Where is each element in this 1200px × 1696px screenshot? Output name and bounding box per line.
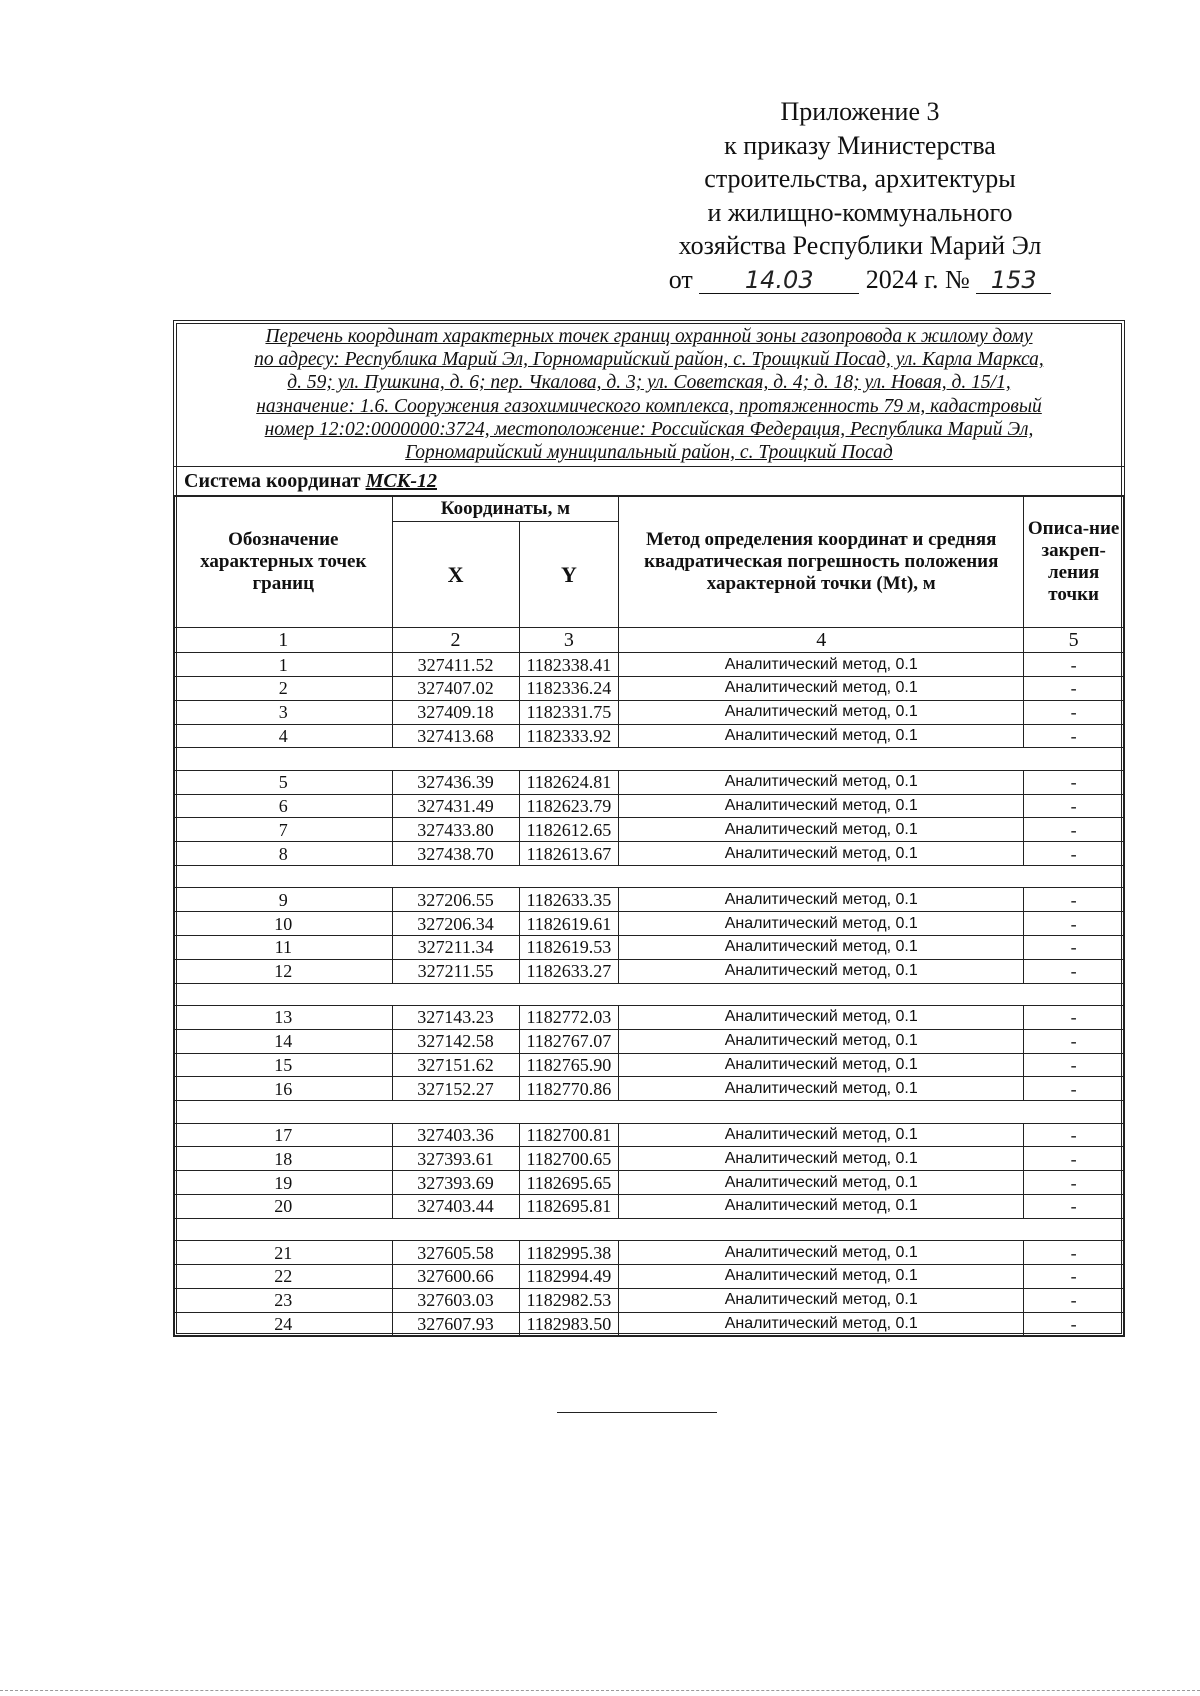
column-number: 4 [619,628,1024,653]
column-number: 1 [175,628,393,653]
coordinates-table [174,496,1124,1336]
coord-x: 327403.44 [392,1194,519,1218]
point-number: 13 [175,1005,393,1029]
empty-cell [175,1101,393,1123]
empty-cell [175,748,393,770]
point-number: 14 [175,1029,393,1053]
table-row [175,842,1124,866]
coord-x: 327143.23 [392,1005,519,1029]
coord-y: 1182613.67 [519,842,619,866]
point-number: 5 [175,770,393,794]
method-value: Аналитический метод, 0.1 [619,1029,1024,1053]
method-value: Аналитический метод, 0.1 [619,842,1024,866]
table-row [175,1005,1124,1029]
empty-cell [392,1101,519,1123]
coord-y: 1182982.53 [519,1288,619,1312]
group-separator-row [175,865,1124,887]
table-row [175,724,1124,748]
order-date-line [640,263,1080,297]
point-number: 3 [175,700,393,724]
method-value: Аналитический метод, 0.1 [619,794,1024,818]
method-value: Аналитический метод, 0.1 [619,1194,1024,1218]
method-value: Аналитический метод, 0.1 [619,677,1024,701]
empty-cell [392,865,519,887]
title-line: номер 12:02:0000000:3724, местоположение: Российская Федерация, Республика Марий Эл, [264,418,1034,440]
table-row [175,794,1124,818]
point-number: 16 [175,1077,393,1101]
point-number: 1 [175,653,393,677]
description-value: - [1024,842,1124,866]
point-number: 6 [175,794,393,818]
header-line: хозяйства Республики Марий Эл [678,231,1042,260]
table-row [175,677,1124,701]
coord-y: 1182333.92 [519,724,619,748]
end-divider-line [557,1412,717,1413]
coord-y: 1182338.41 [519,653,619,677]
point-number: 7 [175,818,393,842]
method-value: Аналитический метод, 0.1 [619,700,1024,724]
description-value: - [1024,1241,1124,1265]
description-value: - [1024,1171,1124,1195]
coordinates-body [175,653,1124,1336]
empty-cell [392,748,519,770]
coord-y: 1182700.81 [519,1123,619,1147]
description-value: - [1024,1005,1124,1029]
coord-y: 1182619.61 [519,912,619,936]
table-row [175,1171,1124,1195]
empty-cell [519,1101,619,1123]
handwritten-order-number: 153 [976,267,1051,294]
description-value: - [1024,959,1124,983]
coord-x: 327603.03 [392,1288,519,1312]
table-row [175,1077,1124,1101]
point-number: 18 [175,1147,393,1171]
method-value: Аналитический метод, 0.1 [619,888,1024,912]
coord-x: 327433.80 [392,818,519,842]
coord-x: 327211.55 [392,959,519,983]
method-value: Аналитический метод, 0.1 [619,770,1024,794]
method-value: Аналитический метод, 0.1 [619,1241,1024,1265]
method-value: Аналитический метод, 0.1 [619,1264,1024,1288]
table-row [175,959,1124,983]
description-value: - [1024,1288,1124,1312]
header-line: и жилищно-коммунального [707,197,1013,227]
point-number: 12 [175,959,393,983]
empty-cell [619,1218,1024,1240]
table-row [175,1123,1124,1147]
description-value: - [1024,1312,1124,1336]
coord-y: 1182770.86 [519,1077,619,1101]
coord-x: 327403.36 [392,1123,519,1147]
column-number-row [175,628,1124,653]
coord-x: 327409.18 [392,700,519,724]
table-title [174,321,1124,467]
point-number: 4 [175,724,393,748]
description-value: - [1024,935,1124,959]
point-number: 8 [175,842,393,866]
title-line: по адресу: Республика Марий Эл, Горномарийский район, с. Троицкий Посад, ул. Карла Маркса, [254,349,1044,371]
description-value: - [1024,700,1124,724]
table-row [175,935,1124,959]
column-number: 2 [392,628,519,653]
method-value: Аналитический метод, 0.1 [619,959,1024,983]
empty-cell [1024,865,1124,887]
coord-y: 1182331.75 [519,700,619,724]
method-value: Аналитический метод, 0.1 [619,1312,1024,1336]
empty-cell [392,1218,519,1240]
method-value: Аналитический метод, 0.1 [619,935,1024,959]
description-value: - [1024,1053,1124,1077]
description-value: - [1024,1264,1124,1288]
header-line: к приказу Министерства [724,130,996,160]
point-number: 21 [175,1241,393,1265]
coordinate-system-label: Система координат [184,470,361,493]
coord-x: 327211.34 [392,935,519,959]
method-value: Аналитический метод, 0.1 [619,724,1024,748]
empty-cell [1024,1101,1124,1123]
coord-x: 327431.49 [392,794,519,818]
method-value: Аналитический метод, 0.1 [619,1053,1024,1077]
method-value: Аналитический метод, 0.1 [619,1077,1024,1101]
coord-y: 1182994.49 [519,1264,619,1288]
description-value: - [1024,653,1124,677]
coord-x: 327142.58 [392,1029,519,1053]
coord-y: 1182623.79 [519,794,619,818]
point-number: 24 [175,1312,393,1336]
point-number: 22 [175,1264,393,1288]
coord-x: 327413.68 [392,724,519,748]
method-value: Аналитический метод, 0.1 [619,912,1024,936]
table-row [175,1053,1124,1077]
method-value: Аналитический метод, 0.1 [619,653,1024,677]
coord-x: 327407.02 [392,677,519,701]
empty-cell [619,748,1024,770]
description-value: - [1024,1194,1124,1218]
point-number: 17 [175,1123,393,1147]
coord-x: 327206.34 [392,912,519,936]
coord-y: 1182633.35 [519,888,619,912]
description-value: - [1024,818,1124,842]
table-row [175,1264,1124,1288]
scan-bottom-edge [0,1690,1200,1691]
table-row [175,700,1124,724]
coord-y: 1182765.90 [519,1053,619,1077]
empty-cell [392,983,519,1005]
coord-x: 327393.69 [392,1171,519,1195]
description-value: - [1024,1147,1124,1171]
header-point: Обозначение характерных точек границ [175,497,393,628]
description-value: - [1024,770,1124,794]
title-line: д. 59; ул. Пушкина, д. 6; пер. Чкалова, д. 3; ул. Советская, д. 4; д. 18; ул. Новая, д. 15/1, [287,372,1011,394]
coordinate-system-value: МСК-12 [365,470,437,493]
coord-y: 1182695.65 [519,1171,619,1195]
table-row [175,1029,1124,1053]
description-value: - [1024,677,1124,701]
coord-x: 327605.58 [392,1241,519,1265]
description-value: - [1024,912,1124,936]
coord-y: 1182772.03 [519,1005,619,1029]
group-separator-row [175,1218,1124,1240]
empty-cell [175,1218,393,1240]
empty-cell [1024,1218,1124,1240]
coordinate-system-row [174,467,1124,496]
point-number: 9 [175,888,393,912]
group-separator-row [175,983,1124,1005]
description-value: - [1024,1123,1124,1147]
header-line: Приложение 3 [780,97,940,126]
point-number: 19 [175,1171,393,1195]
title-line: Горномарийский муниципальный район, с. Троицкий Посад [405,442,893,464]
table-row [175,1194,1124,1218]
empty-cell [619,983,1024,1005]
header-y: Y [519,522,619,628]
empty-cell [1024,748,1124,770]
empty-cell [175,983,393,1005]
group-separator-row [175,1101,1124,1123]
coord-y: 1182336.24 [519,677,619,701]
header-description: Описа-ние закреп-ления точки [1024,497,1124,628]
year-number-label: 2024 г. № [865,264,970,294]
method-value: Аналитический метод, 0.1 [619,1171,1024,1195]
point-number: 23 [175,1288,393,1312]
description-value: - [1024,888,1124,912]
date-prefix: от [668,264,693,294]
empty-cell [619,865,1024,887]
coord-x: 327436.39 [392,770,519,794]
point-number: 20 [175,1194,393,1218]
header-x: X [392,522,519,628]
table-row [175,1312,1124,1336]
title-line: назначение: 1.6. Сооружения газохимического комплекса, протяженность 79 м, кадастровый [256,395,1042,417]
table-row [175,912,1124,936]
table-row [175,888,1124,912]
coord-y: 1182983.50 [519,1312,619,1336]
point-number: 10 [175,912,393,936]
coord-y: 1182619.53 [519,935,619,959]
table-row [175,653,1124,677]
header-method: Метод определения координат и средняя квадратическая погрешность положения характерной точки (Mt), м [619,497,1024,628]
header-line: строительства, архитектуры [704,164,1016,193]
table-row [175,770,1124,794]
coord-y: 1182700.65 [519,1147,619,1171]
coord-y: 1182767.07 [519,1029,619,1053]
coord-x: 327411.52 [392,653,519,677]
coord-y: 1182695.81 [519,1194,619,1218]
title-line: Перечень координат характерных точек границ охранной зоны газопровода к жилому дому [265,326,1033,347]
column-number: 3 [519,628,619,653]
method-value: Аналитический метод, 0.1 [619,1288,1024,1312]
empty-cell [519,748,619,770]
description-value: - [1024,1077,1124,1101]
empty-cell [619,1101,1024,1123]
description-value: - [1024,724,1124,748]
table-row [175,1241,1124,1265]
method-value: Аналитический метод, 0.1 [619,1005,1024,1029]
coord-x: 327206.55 [392,888,519,912]
point-number: 2 [175,677,393,701]
coord-x: 327438.70 [392,842,519,866]
method-value: Аналитический метод, 0.1 [619,818,1024,842]
coord-x: 327607.93 [392,1312,519,1336]
document-header [640,95,1080,296]
empty-cell [519,865,619,887]
table-row [175,1147,1124,1171]
coord-x: 327600.66 [392,1264,519,1288]
coord-y: 1182624.81 [519,770,619,794]
table-row [175,1288,1124,1312]
coordinates-table-frame [173,320,1125,1337]
header-coordinates: Координаты, м [392,497,619,522]
coord-y: 1182612.65 [519,818,619,842]
coord-y: 1182633.27 [519,959,619,983]
column-number: 5 [1024,628,1124,653]
table-row [175,818,1124,842]
handwritten-date: 14.03 [699,267,859,294]
empty-cell [1024,983,1124,1005]
point-number: 15 [175,1053,393,1077]
method-value: Аналитический метод, 0.1 [619,1123,1024,1147]
coord-x: 327393.61 [392,1147,519,1171]
empty-cell [519,1218,619,1240]
group-separator-row [175,748,1124,770]
coord-x: 327152.27 [392,1077,519,1101]
description-value: - [1024,1029,1124,1053]
empty-cell [175,865,393,887]
coord-y: 1182995.38 [519,1241,619,1265]
point-number: 11 [175,935,393,959]
description-value: - [1024,794,1124,818]
coord-x: 327151.62 [392,1053,519,1077]
method-value: Аналитический метод, 0.1 [619,1147,1024,1171]
empty-cell [519,983,619,1005]
